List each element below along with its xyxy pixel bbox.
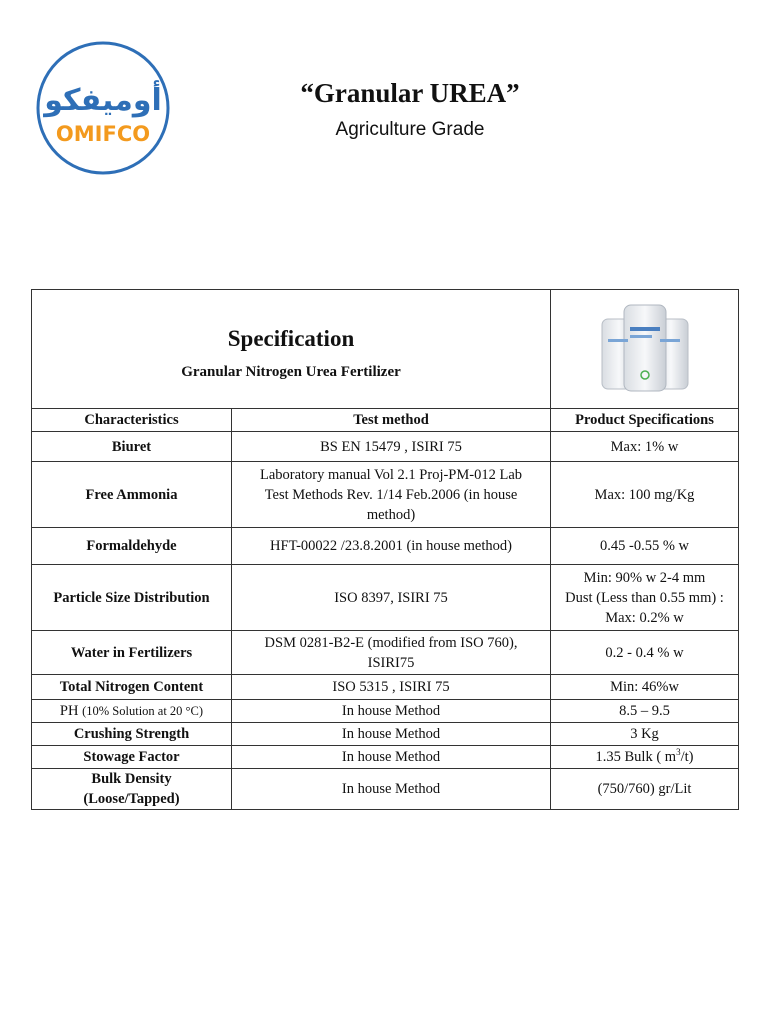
- test-method-line: ISIRI75: [367, 654, 415, 671]
- column-header: Test method: [232, 409, 551, 432]
- test-method-cell: ISO 8397, ISIRI 75: [232, 565, 551, 631]
- product-spec-cell: 0.2 - 0.4 % w: [551, 631, 739, 675]
- characteristic-line: Bulk Density: [91, 771, 172, 787]
- characteristic-line: (Loose/Tapped): [83, 791, 180, 807]
- column-header-row: [32, 409, 739, 432]
- table-row: [32, 432, 739, 462]
- characteristic-cell: Biuret: [32, 432, 232, 462]
- table-row: [32, 675, 739, 700]
- product-spec-text: 1.35 Bulk ( m: [595, 749, 677, 765]
- test-method-line: Laboratory manual Vol 2.1 Proj-PM-012 Lab: [259, 466, 523, 483]
- spec-title: Specification: [227, 326, 355, 351]
- test-method-cell: In house Method: [232, 769, 551, 810]
- table-row: [32, 528, 739, 565]
- product-spec-cell: 0.45 -0.55 % w: [551, 528, 739, 565]
- characteristic-note: (10% Solution at 20 °C): [82, 704, 204, 718]
- test-method-cell: ISO 5315 , ISIRI 75: [232, 675, 551, 700]
- document-subtitle: Agriculture Grade: [335, 119, 485, 140]
- test-method-cell: In house Method: [232, 746, 551, 769]
- characteristic-cell: Free Ammonia: [32, 462, 232, 528]
- characteristic-cell: Formaldehyde: [32, 528, 232, 565]
- test-method-cell: In house Method: [232, 723, 551, 746]
- test-method-line: Test Methods Rev. 1/14 Feb.2006 (in house: [264, 486, 518, 503]
- product-spec-cell: Min: 46%w: [551, 675, 739, 700]
- fertilizer-bags-image: [580, 291, 710, 401]
- characteristic-cell: Total Nitrogen Content: [32, 675, 232, 700]
- table-row: [32, 631, 739, 675]
- characteristic-cell: [32, 700, 232, 723]
- test-method-cell: BS EN 15479 , ISIRI 75: [232, 432, 551, 462]
- spec-subtitle: Granular Nitrogen Urea Fertilizer: [181, 364, 401, 380]
- product-spec-cell: [551, 746, 739, 769]
- table-row: [32, 565, 739, 631]
- spec-header-row: [32, 290, 739, 409]
- table-row: [32, 700, 739, 723]
- test-method-line: DSM 0281-B2-E (modified from ISO 760),: [264, 634, 518, 651]
- product-image-cell: [551, 290, 739, 409]
- table-row: [32, 723, 739, 746]
- superscript: 3: [676, 747, 681, 758]
- table-row: [32, 746, 739, 769]
- logo-arabic-text: أوميفكو: [44, 83, 162, 118]
- test-method-cell: HFT-00022 /23.8.2001 (in house method): [232, 528, 551, 565]
- characteristic-cell: Water in Fertilizers: [32, 631, 232, 675]
- product-spec-line: Max: 0.2% w: [605, 609, 684, 626]
- omifco-logo: [35, 40, 171, 176]
- table-row: [32, 462, 739, 528]
- product-spec-cell: Max: 100 mg/Kg: [551, 462, 739, 528]
- product-spec-text: /t): [680, 749, 694, 765]
- characteristic-cell: Stowage Factor: [32, 746, 232, 769]
- test-method-cell: [232, 462, 551, 528]
- product-spec-cell: Max: 1% w: [551, 432, 739, 462]
- column-header: Product Specifications: [551, 409, 739, 432]
- product-spec-line: Min: 90% w 2-4 mm: [583, 569, 706, 586]
- product-spec-cell: [551, 565, 739, 631]
- test-method-cell: [232, 631, 551, 675]
- spec-header-cell: [32, 290, 551, 409]
- table-row: [32, 769, 739, 810]
- product-spec-line: Dust (Less than 0.55 mm) :: [565, 589, 724, 606]
- characteristic-cell: Particle Size Distribution: [32, 565, 232, 631]
- test-method-line: method): [366, 506, 416, 523]
- document-title: “Granular UREA”: [300, 78, 520, 108]
- specification-table: [31, 289, 739, 810]
- characteristic-cell: [32, 769, 232, 810]
- test-method-cell: In house Method: [232, 700, 551, 723]
- column-header: Characteristics: [32, 409, 232, 432]
- characteristic-name: PH: [59, 703, 79, 719]
- logo-latin-text: OMIFCO: [55, 122, 151, 146]
- product-spec-cell: (750/760) gr/Lit: [551, 769, 739, 810]
- characteristic-cell: Crushing Strength: [32, 723, 232, 746]
- product-spec-cell: 3 Kg: [551, 723, 739, 746]
- product-spec-cell: 8.5 – 9.5: [551, 700, 739, 723]
